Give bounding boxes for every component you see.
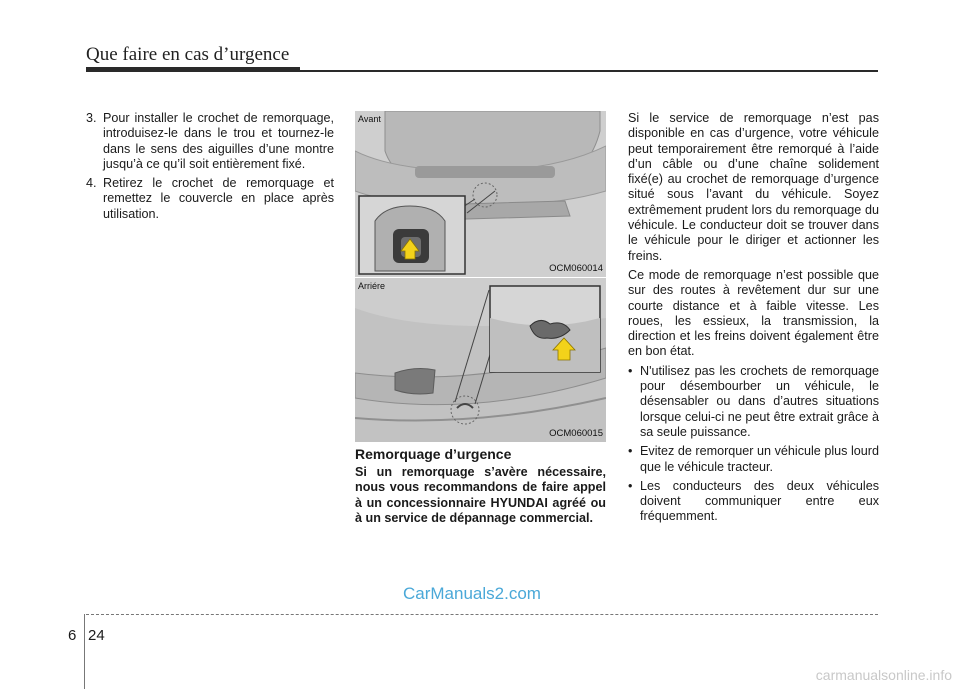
- footer-rule: [86, 614, 878, 615]
- bullet-text: Evitez de remorquer un véhicule plus lourd que le véhicule tracteur.: [640, 444, 879, 474]
- corner-watermark: carmanualsonline.info: [815, 667, 952, 683]
- bullet-dot: •: [628, 363, 633, 378]
- footer-divider: [84, 614, 85, 689]
- step-item: [86, 111, 334, 172]
- section-intro: Si un remorquage s’avère nécessaire, nous vous recommandons de faire appel à un concessionnaire HYUNDAI agréé ou à un service de dépannage commercial.: [355, 465, 606, 525]
- step-item: [86, 176, 334, 222]
- step-text: Pour installer le crochet de remorquage, introduisez-le dans le trou et tournez-le dans le sens des aiguilles d’une montre jusqu’à ce qu’il soit entièrement fixé.: [103, 111, 334, 171]
- bullet-item: [628, 364, 879, 440]
- body-paragraph: Si le service de remorquage n’est pas disponible en cas d’urgence, votre véhicule peut temporairement être remorqué à l’aide d’un câble ou d’une chaîne solidement fixé(e) au crochet de remorquage d’urgence situé sous l’avant du véhicule. Soyez extrêmement prudent lors du remorquage du véhicule. Le conducteur doit se trouver dans le véhicule pour le diriger et actionner les freins.: [628, 111, 879, 263]
- front-tow-hook-figure: [355, 111, 606, 277]
- left-column: [86, 111, 334, 226]
- front-bumper-illustration: [355, 111, 606, 277]
- figure-code-front: OCM060014: [549, 263, 603, 274]
- chapter-number: 6: [68, 627, 77, 644]
- header-rule: [86, 67, 300, 72]
- figure-code-rear: OCM060015: [549, 428, 603, 439]
- right-column: [628, 111, 879, 529]
- figure-label-rear: Arriére: [358, 281, 386, 291]
- bullet-dot: •: [628, 444, 633, 459]
- step-number: 3.: [86, 111, 97, 125]
- step-number: 4.: [86, 176, 97, 191]
- page-header-title: Que faire en cas d’urgence: [86, 44, 290, 65]
- bullet-item: [628, 444, 879, 475]
- bullet-text: N'utilisez pas les crochets de remorquage pour désembourber un véhicule, le désensabler ou dans d’autres situations lorsque celui-ci ne peut être extrait grâce à sa seule puissance.: [640, 363, 879, 439]
- step-text: Retirez le crochet de remorquage et remettez le couvercle en place après utilisation.: [103, 176, 334, 221]
- figure-label-front: Avant: [358, 114, 381, 124]
- page-number: 24: [88, 627, 105, 644]
- bullet-item: [628, 479, 879, 525]
- body-paragraph: Ce mode de remorquage n’est possible que sur des routes à revêtement dur sur une courte distance et à faible vitesse. Les roues, les essieux, la transmission, la direction et les freins doivent également être en bon état.: [628, 267, 879, 359]
- rear-bumper-illustration: [355, 278, 606, 442]
- bullet-text: Les conducteurs des deux véhicules doivent communiquer entre eux fréquemment.: [640, 478, 879, 524]
- section-heading: Remorquage d’urgence: [355, 446, 512, 462]
- rear-tow-hook-figure: [355, 277, 606, 442]
- watermark-link[interactable]: CarManuals2.com: [403, 584, 541, 603]
- bullet-dot: •: [628, 478, 633, 493]
- header-rule-thin: [300, 70, 878, 72]
